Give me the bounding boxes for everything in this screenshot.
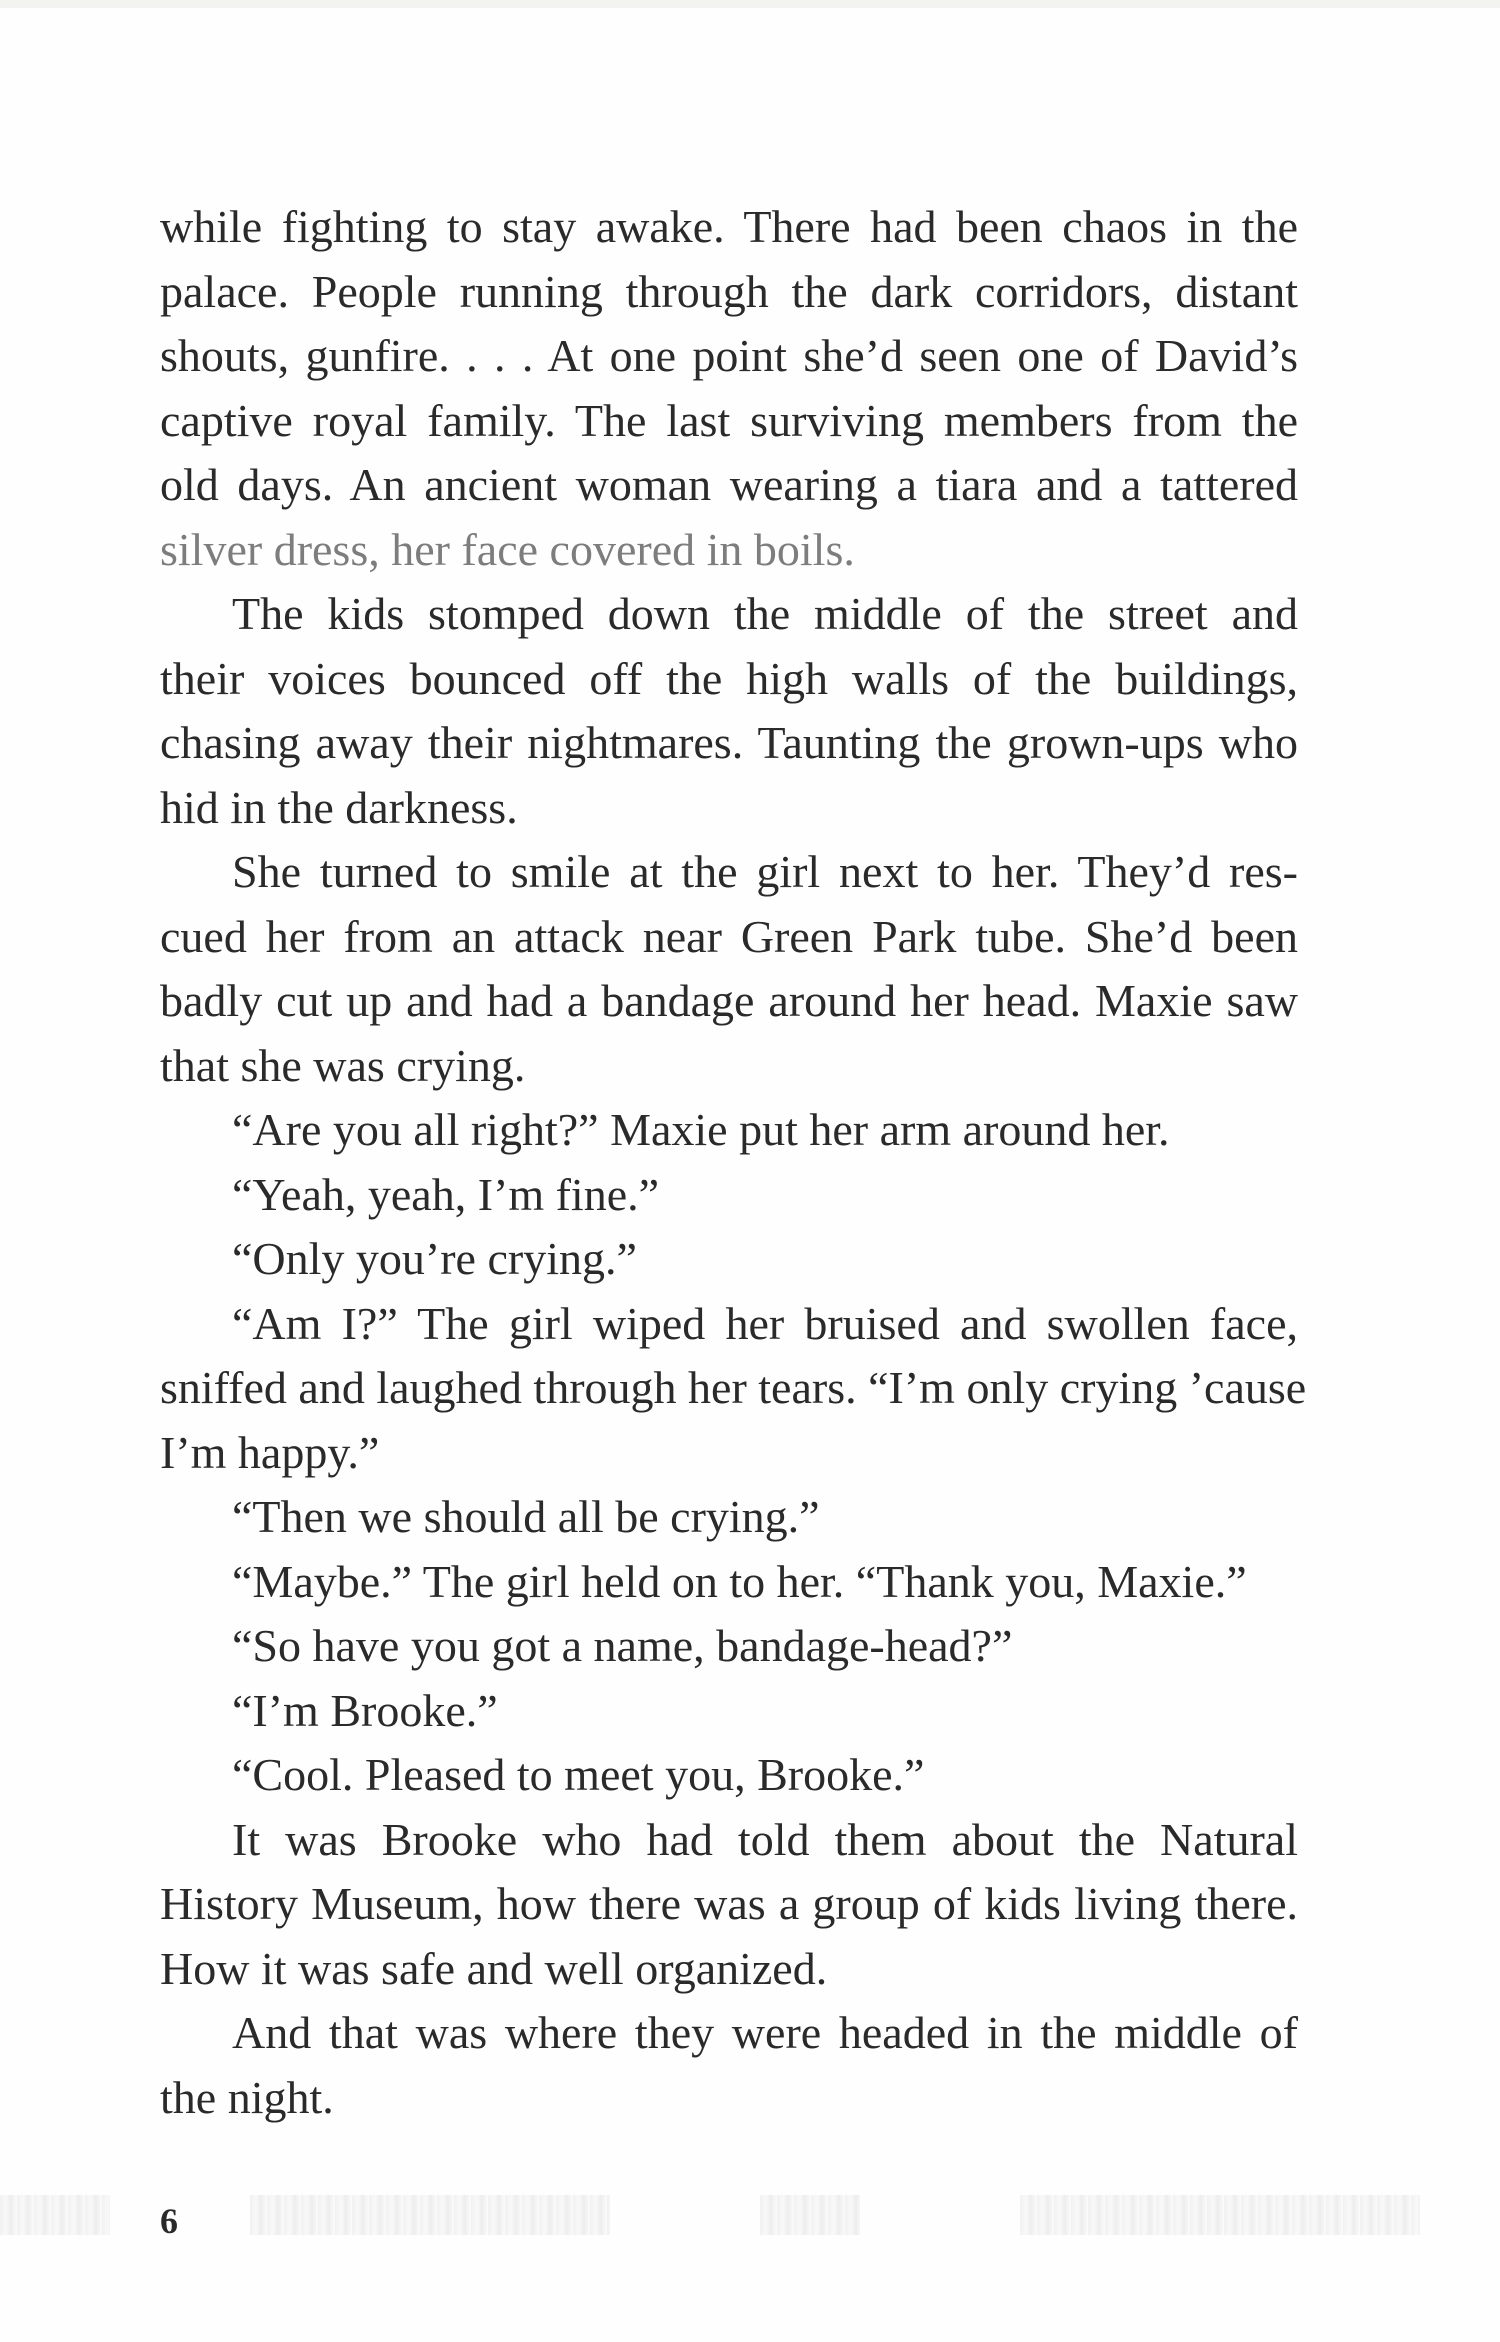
text-line: captive royal family. The last surviving members from the [160, 394, 1298, 446]
scan-artifact [760, 2195, 860, 2235]
text-line: that she was crying. [160, 1039, 526, 1091]
text-line: hid in the darkness. [160, 781, 518, 833]
text-line: chasing away their nightmares. Taunting the grown-ups who [160, 717, 1298, 768]
text-line: History Museum, how there was a group of kids living there. [160, 1878, 1298, 1929]
text-line: “Only you’re crying.” [232, 1233, 637, 1284]
text-line: the night. [160, 2071, 334, 2123]
text-line: badly cut up and had a bandage around her head. Maxie saw [160, 975, 1298, 1026]
text-line: cued her from an attack near Green Park tube. She’d been [160, 910, 1298, 962]
text-line: And that was where they were headed in the middle of [232, 2007, 1298, 2058]
text-line: “Maybe.” The girl held on to her. “Thank you, Maxie.” [232, 1555, 1247, 1607]
text-line: “So have you got a name, bandage-head?” [232, 1620, 1013, 1671]
text-line: shouts, gunfire. . . . At one point she’d seen one of David’s [160, 330, 1298, 381]
scan-artifact [0, 2195, 110, 2235]
page-number: 6 [160, 2201, 178, 2241]
text-line: “Cool. Pleased to meet you, Brooke.” [232, 1749, 925, 1800]
text-line: sniffed and laughed through her tears. “I’m only crying ’cause [160, 1362, 1307, 1413]
text-line: palace. People running through the dark corridors, distant [160, 265, 1298, 317]
scan-artifact [1020, 2195, 1420, 2235]
text-line: The kids stomped down the middle of the street and [232, 588, 1298, 639]
text-line: while fighting to stay awake. There had been chaos in the [160, 201, 1298, 252]
text-line: old days. An ancient woman wearing a tiara and a tattered [160, 459, 1298, 510]
body-text [160, 195, 1307, 2130]
text-line: silver dress, her face covered in boils. [160, 523, 855, 575]
text-line: “Am I?” The girl wiped her bruised and swollen face, [232, 1297, 1298, 1349]
text-line: It was Brooke who had told them about the Natural [232, 1813, 1298, 1865]
scan-artifact [250, 2195, 610, 2235]
text-line: their voices bounced off the high walls of the buildings, [160, 652, 1298, 704]
scan-top-edge [0, 0, 1500, 8]
text-line: How it was safe and well organized. [160, 1942, 828, 1994]
text-line: “Yeah, yeah, I’m fine.” [232, 1168, 660, 1220]
text-line: “I’m Brooke.” [232, 1684, 498, 1736]
text-line: I’m happy.” [160, 1426, 380, 1478]
text-line: She turned to smile at the girl next to her. They’d res- [232, 846, 1298, 897]
text-line: “Are you all right?” Maxie put her arm around her. [232, 1104, 1170, 1155]
text-line: “Then we should all be crying.” [232, 1491, 820, 1542]
